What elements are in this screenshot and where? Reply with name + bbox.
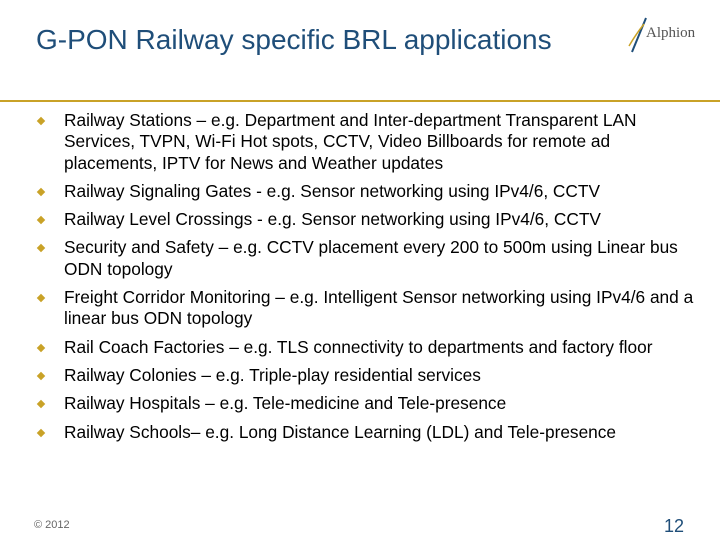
- bullet-item: [36, 110, 696, 174]
- bullet-text: Railway Hospitals – e.g. Tele-medicine and Tele-presence: [64, 393, 507, 414]
- diamond-bullet-icon: [37, 428, 45, 436]
- diamond-bullet-icon: [37, 400, 45, 408]
- bullet-item: [36, 209, 696, 230]
- bullet-item: [36, 287, 696, 330]
- bullet-text: Railway Stations – e.g. Department and Inter-department Transparent LAN Services, TVPN, Wi-Fi Hot spots, CCTV, Video Billboards for remote ad placements, IPTV for News and Weather updates: [64, 110, 637, 173]
- slide-title: G-PON Railway specific BRL applications: [36, 24, 552, 55]
- page-number: 12: [664, 516, 685, 536]
- diamond-bullet-icon: [37, 372, 45, 380]
- bullet-item: [36, 393, 696, 414]
- bullet-text: Railway Level Crossings - e.g. Sensor networking using IPv4/6, CCTV: [64, 209, 601, 230]
- diamond-bullet-icon: [37, 188, 45, 196]
- diamond-bullet-icon: [37, 244, 45, 252]
- bullet-item: [36, 237, 696, 280]
- bullet-item: [36, 181, 696, 202]
- bullet-text: Railway Signaling Gates - e.g. Sensor networking using IPv4/6, CCTV: [64, 180, 600, 201]
- logo-text: Alphion: [646, 25, 696, 41]
- bullet-item: [36, 337, 696, 358]
- diamond-bullet-icon: [37, 294, 45, 302]
- bullet-text: Railway Colonies – e.g. Triple-play residential services: [64, 364, 481, 385]
- copyright-footer: © 2012: [34, 519, 70, 531]
- bullet-item: [36, 422, 696, 443]
- alphion-logo: [626, 16, 710, 56]
- bullet-text: Freight Corridor Monitoring – e.g. Intelligent Sensor networking using IPv4/6 and a linear bus ODN topology: [64, 287, 694, 329]
- diamond-bullet-icon: [37, 343, 45, 351]
- bullet-text: Rail Coach Factories – e.g. TLS connectivity to departments and factory floor: [64, 336, 653, 357]
- diamond-bullet-icon: [37, 117, 45, 125]
- bullet-item: [36, 365, 696, 386]
- bullet-text: Railway Schools– e.g. Long Distance Learning (LDL) and Tele-presence: [64, 421, 617, 442]
- bullet-text: Security and Safety – e.g. CCTV placement every 200 to 500m using Linear bus ODN topology: [64, 237, 678, 279]
- bullet-list: [36, 110, 696, 450]
- title-divider: [0, 100, 720, 102]
- diamond-bullet-icon: [37, 216, 45, 224]
